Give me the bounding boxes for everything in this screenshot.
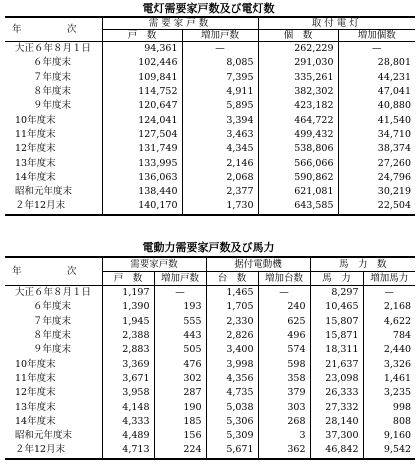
- value-cell: 1,465: [206, 286, 258, 301]
- table-row: [5, 199, 415, 214]
- year-cell: ９年度末: [5, 343, 102, 357]
- value-cell: —: [384, 287, 395, 299]
- value-cell: 1,461: [383, 372, 412, 384]
- table-row: [5, 156, 415, 170]
- value-cell: 34,710: [377, 128, 412, 140]
- table-row: [5, 113, 415, 127]
- value-cell: 15,807: [310, 315, 363, 329]
- value-cell: 476: [154, 357, 206, 371]
- value-cell: 109,841: [102, 71, 182, 85]
- table-row: [5, 315, 415, 329]
- value-cell: 120,647: [102, 99, 182, 113]
- value-cell: 643,585: [258, 199, 338, 214]
- year-cell: ８年度末: [5, 329, 102, 343]
- value-cell: 127,504: [102, 128, 182, 142]
- table-row: [5, 171, 415, 185]
- value-cell: 287: [154, 386, 206, 400]
- value-cell: 185: [154, 415, 206, 429]
- value-cell: —: [154, 286, 206, 301]
- value-cell: 566,066: [258, 156, 338, 170]
- column-header: 増加個数: [338, 30, 415, 42]
- value-cell: 28,801: [377, 57, 412, 69]
- value-cell: 4,489: [102, 429, 154, 443]
- value-cell: 8,297: [310, 286, 363, 301]
- table-row: [5, 386, 415, 400]
- table-row: [5, 300, 415, 314]
- column-header: 増加戸数: [154, 272, 206, 286]
- value-cell: 998: [392, 401, 412, 413]
- value-cell: 24,796: [377, 171, 412, 183]
- group-header: 需要家戸数: [102, 17, 258, 30]
- table-row: [5, 415, 415, 429]
- value-cell: 46,842: [310, 443, 363, 458]
- value-cell: 136,063: [102, 171, 182, 185]
- value-cell: 5,306: [206, 415, 258, 429]
- group-header: 需要家戸数: [102, 257, 206, 272]
- value-cell: 499,432: [258, 128, 338, 142]
- value-cell: 358: [258, 372, 310, 386]
- value-cell: 10,465: [310, 300, 363, 314]
- value-cell: 26,333: [310, 386, 363, 400]
- value-cell: 443: [154, 329, 206, 343]
- value-cell: 30,219: [377, 186, 412, 198]
- value-cell: 4,622: [383, 315, 412, 327]
- year-cell: 11年度末: [5, 372, 102, 386]
- table-row: [5, 443, 415, 458]
- year-cell: 大正６年８月１日: [5, 42, 102, 57]
- value-cell: 1,705: [206, 300, 258, 314]
- year-cell: ６年度末: [5, 56, 102, 70]
- value-cell: 9,160: [383, 430, 412, 442]
- value-cell: 362: [258, 443, 310, 458]
- value-cell: 2,146: [182, 156, 258, 170]
- column-header: 戸 数: [102, 30, 182, 42]
- table-row: [5, 286, 415, 301]
- value-cell: 18,311: [310, 343, 363, 357]
- table2-title: 電動力需要家戸数及び馬力: [142, 241, 275, 254]
- table-row: [5, 400, 415, 414]
- value-cell: 47,041: [377, 86, 412, 98]
- value-cell: 4,356: [206, 372, 258, 386]
- value-cell: 27,332: [310, 400, 363, 414]
- value-cell: —: [258, 286, 310, 301]
- value-cell: —: [182, 42, 258, 57]
- value-cell: 538,806: [258, 142, 338, 156]
- value-cell: 27,260: [377, 157, 412, 169]
- table1-title: 電灯需要家戸数及び電灯数: [142, 2, 275, 15]
- year-cell: 10年度末: [5, 357, 102, 371]
- value-cell: 262,229: [258, 42, 338, 57]
- value-cell: 2,330: [206, 315, 258, 329]
- value-cell: 496: [258, 329, 310, 343]
- column-header: 台 数: [206, 272, 258, 286]
- value-cell: —: [372, 43, 382, 55]
- year-cell: 12年度末: [5, 142, 102, 156]
- value-cell: 335,261: [258, 71, 338, 85]
- value-cell: 156: [154, 429, 206, 443]
- table-row: [5, 42, 415, 57]
- value-cell: 4,713: [102, 443, 154, 458]
- column-header: 増加馬力: [363, 272, 415, 286]
- table-row: [5, 329, 415, 343]
- value-cell: 2,826: [206, 329, 258, 343]
- value-cell: 268: [258, 415, 310, 429]
- value-cell: 94,361: [102, 42, 182, 57]
- group-header: 据付電動機: [206, 257, 310, 272]
- value-cell: 621,081: [258, 185, 338, 199]
- value-cell: 5,038: [206, 400, 258, 414]
- table-row: [5, 99, 415, 113]
- value-cell: 574: [258, 343, 310, 357]
- value-cell: 2,388: [102, 329, 154, 343]
- year-cell: 13年度末: [5, 156, 102, 170]
- year-cell: ９年度末: [5, 99, 102, 113]
- value-cell: 44,231: [377, 71, 412, 83]
- column-header: 戸 数: [102, 272, 154, 286]
- year-cell: ２年12月末: [5, 443, 102, 458]
- value-cell: 4,148: [102, 400, 154, 414]
- table-row: [5, 185, 415, 199]
- value-cell: 131,749: [102, 142, 182, 156]
- value-cell: 40,880: [377, 100, 412, 112]
- group-header: 馬 力 数: [310, 257, 415, 272]
- value-cell: 598: [258, 357, 310, 371]
- value-cell: 382,302: [258, 85, 338, 99]
- table-row: [5, 372, 415, 386]
- table-row: [5, 128, 415, 142]
- value-cell: 5,895: [182, 99, 258, 113]
- year-cell: ８年度末: [5, 85, 102, 99]
- value-cell: 190: [154, 400, 206, 414]
- value-cell: 4,735: [206, 386, 258, 400]
- value-cell: 423,182: [258, 99, 338, 113]
- value-cell: 3,998: [206, 357, 258, 371]
- value-cell: 140,170: [102, 199, 182, 214]
- value-cell: 3,369: [102, 357, 154, 371]
- year-header: 年 次: [5, 17, 102, 42]
- value-cell: 38,374: [377, 143, 412, 155]
- year-cell: 大正６年８月１日: [5, 286, 102, 301]
- value-cell: 28,140: [310, 415, 363, 429]
- value-cell: 4,333: [102, 415, 154, 429]
- value-cell: 224: [154, 443, 206, 458]
- value-cell: 1,945: [102, 315, 154, 329]
- value-cell: 379: [258, 386, 310, 400]
- value-cell: 37,300: [310, 429, 363, 443]
- value-cell: 1,390: [102, 300, 154, 314]
- value-cell: 5,309: [206, 429, 258, 443]
- value-cell: 3,958: [102, 386, 154, 400]
- table-row: [5, 357, 415, 371]
- value-cell: 124,041: [102, 113, 182, 127]
- value-cell: 3,671: [102, 372, 154, 386]
- value-cell: 784: [392, 330, 412, 342]
- value-cell: 23,098: [310, 372, 363, 386]
- column-header: 増加台数: [258, 272, 310, 286]
- lighting-table: [5, 16, 415, 216]
- value-cell: 3,400: [206, 343, 258, 357]
- value-cell: 21,637: [310, 357, 363, 371]
- value-cell: 625: [258, 315, 310, 329]
- value-cell: 193: [154, 300, 206, 314]
- column-header: 馬 力: [310, 272, 363, 286]
- year-cell: ７年度末: [5, 315, 102, 329]
- value-cell: 2,068: [182, 171, 258, 185]
- value-cell: 3,235: [383, 387, 412, 399]
- value-cell: 240: [258, 300, 310, 314]
- value-cell: 15,871: [310, 329, 363, 343]
- value-cell: 808: [392, 415, 412, 427]
- table-row: [5, 142, 415, 156]
- value-cell: 4,345: [182, 142, 258, 156]
- value-cell: 9,542: [383, 444, 412, 456]
- year-cell: 12年度末: [5, 386, 102, 400]
- table-row: [5, 85, 415, 99]
- value-cell: 7,395: [182, 71, 258, 85]
- value-cell: 505: [154, 343, 206, 357]
- value-cell: 114,752: [102, 85, 182, 99]
- value-cell: 133,995: [102, 156, 182, 170]
- column-header: 個 数: [258, 30, 338, 42]
- year-cell: ７年度末: [5, 71, 102, 85]
- value-cell: 302: [154, 372, 206, 386]
- value-cell: 41,540: [377, 114, 412, 126]
- value-cell: 138,440: [102, 185, 182, 199]
- year-cell: 10年度末: [5, 113, 102, 127]
- year-cell: 14年度末: [5, 171, 102, 185]
- power-table: [5, 256, 415, 460]
- value-cell: 5,671: [206, 443, 258, 458]
- value-cell: 102,446: [102, 56, 182, 70]
- value-cell: 22,504: [377, 200, 412, 212]
- year-cell: 14年度末: [5, 415, 102, 429]
- value-cell: 303: [258, 400, 310, 414]
- value-cell: 3: [258, 429, 310, 443]
- group-header: 取付電灯: [258, 17, 415, 30]
- value-cell: 555: [154, 315, 206, 329]
- table-row: [5, 56, 415, 70]
- value-cell: 1,197: [102, 286, 154, 301]
- year-cell: ２年12月末: [5, 199, 102, 214]
- value-cell: 2,883: [102, 343, 154, 357]
- year-cell: 13年度末: [5, 400, 102, 414]
- year-cell: 昭和元年度末: [5, 429, 102, 443]
- value-cell: 291,030: [258, 56, 338, 70]
- table-row: [5, 343, 415, 357]
- year-cell: 11年度末: [5, 128, 102, 142]
- value-cell: 4,911: [182, 85, 258, 99]
- year-cell: ６年度末: [5, 300, 102, 314]
- column-header: 増加戸数: [182, 30, 258, 42]
- value-cell: 1,730: [182, 199, 258, 214]
- year-cell: 昭和元年度末: [5, 185, 102, 199]
- value-cell: 3,394: [182, 113, 258, 127]
- value-cell: 464,722: [258, 113, 338, 127]
- value-cell: 3,463: [182, 128, 258, 142]
- value-cell: 8,085: [182, 56, 258, 70]
- value-cell: 3,326: [383, 358, 412, 370]
- value-cell: 590,862: [258, 171, 338, 185]
- table-row: [5, 71, 415, 85]
- value-cell: 2,440: [383, 344, 412, 356]
- table-row: [5, 429, 415, 443]
- value-cell: 2,168: [383, 301, 412, 313]
- year-header: 年 次: [5, 257, 102, 286]
- value-cell: 2,377: [182, 185, 258, 199]
